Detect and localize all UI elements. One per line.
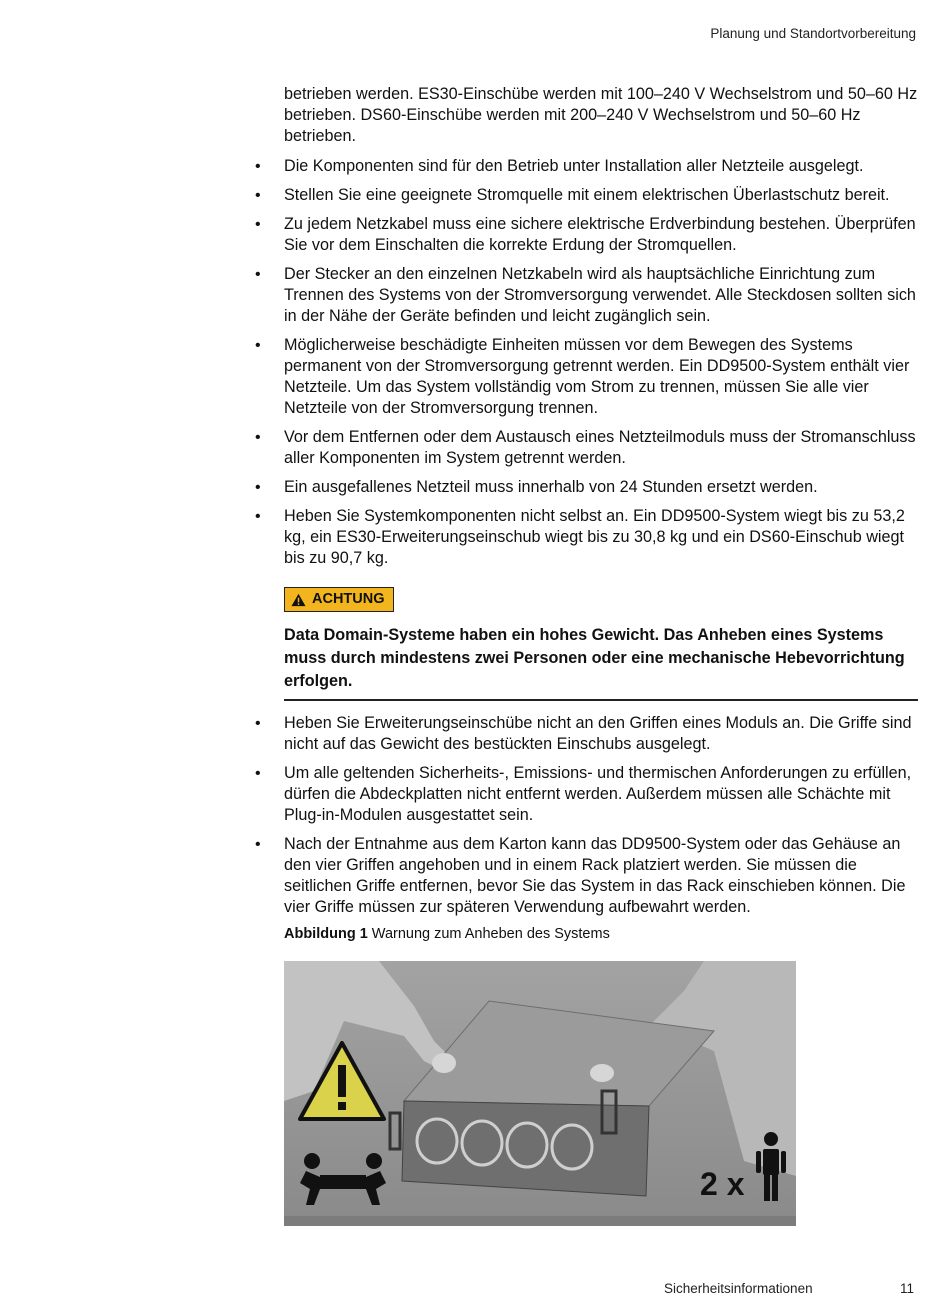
running-header: Planung und Standortvorbereitung bbox=[710, 26, 916, 41]
list-item: • Ein ausgefallenes Netzteil muss innerhalb von 24 Stunden ersetzt werden. bbox=[284, 477, 918, 498]
lift-warning-figure bbox=[284, 961, 796, 1226]
caution-label: ACHTUNG bbox=[312, 591, 385, 607]
caution-box bbox=[284, 587, 918, 701]
bullet-list-power bbox=[284, 156, 918, 569]
bullet-list-handling bbox=[284, 713, 918, 918]
figure-caption bbox=[284, 924, 918, 945]
list-item: • Nach der Entnahme aus dem Karton kann das DD9500-System oder das Gehäuse an den vier Griffen angehoben und in einem Rack platziert werden. Sie müssen die seitlichen Griffe entfernen, bevor Sie das System in das Rack einschieben können. Die vier Griffe müssen zur späteren Verwendung aufbewahrt werden. bbox=[284, 834, 918, 918]
lift-warning-illustration bbox=[284, 961, 796, 1226]
main-content bbox=[284, 84, 918, 945]
list-item: • Die Komponenten sind für den Betrieb unter Installation aller Netzteile ausgelegt. bbox=[284, 156, 918, 177]
warning-triangle-icon bbox=[291, 593, 306, 607]
page-number: 11 bbox=[899, 1281, 914, 1296]
list-item: • Vor dem Entfernen oder dem Austausch eines Netzteilmoduls muss der Stromanschluss aller Komponenten im System getrennt werden. bbox=[284, 427, 918, 469]
caution-badge bbox=[284, 587, 394, 612]
list-item: • Zu jedem Netzkabel muss eine sichere elektrische Erdverbindung bestehen. Überprüfen Sie vor dem Einschalten die korrekte Erdung der Stromquellen. bbox=[284, 214, 918, 256]
list-item: • Heben Sie Erweiterungseinschübe nicht an den Griffen eines Moduls an. Die Griffe sind nicht auf das Gewicht des bestückten Einschubs ausgelegt. bbox=[284, 713, 918, 755]
caution-text: Data Domain-Systeme haben ein hohes Gewicht. Das Anheben eines Systems muss durch mindestens zwei Personen oder eine mechanische Hebevorrichtung erfolgen. bbox=[284, 624, 918, 701]
list-item: • Um alle geltenden Sicherheits-, Emissions- und thermischen Anforderungen zu erfüllen, dürfen die Abdeckplatten nicht entfernt werden. Außerdem müssen alle Schächte mit Plug-in-Modulen ausgestattet sein. bbox=[284, 763, 918, 826]
list-item: • Heben Sie Systemkomponenten nicht selbst an. Ein DD9500-System wiegt bis zu 53,2 kg, ein ES30-Erweiterungseinschub wiegt bis zu 30,8 kg und ein DS60-Einschub wiegt bis zu 90,7 kg. bbox=[284, 506, 918, 569]
lead-paragraph: betrieben werden. ES30-Einschübe werden mit 100–240 V Wechselstrom und 50–60 Hz betrieben. DS60-Einschübe werden mit 200–240 V Wechselstrom und 50–60 Hz betrieben. bbox=[284, 85, 918, 145]
list-item: • Der Stecker an den einzelnen Netzkabeln wird als hauptsächliche Einrichtung zum Trennen des Systems von der Stromversorgung verwendet. Alle Steckdosen sollten sich in der Nähe der Geräte befinden und leicht zugänglich sein. bbox=[284, 264, 918, 327]
people-count-label: 2 x bbox=[700, 1166, 745, 1202]
figure-caption-text: Warnung zum Anheben des Systems bbox=[371, 925, 610, 942]
list-item: • Möglicherweise beschädigte Einheiten müssen vor dem Bewegen des Systems permanent von der Stromversorgung getrennt werden. Ein DD9500-System enthält vier Netzteile. Um das System vollständig vom Strom zu trennen, müssen Sie alle vier Netzteile von der Stromversorgung trennen. bbox=[284, 335, 918, 419]
figure-label: Abbildung 1 bbox=[284, 925, 368, 942]
list-item: • Stellen Sie eine geeignete Stromquelle mit einem elektrischen Überlastschutz bereit. bbox=[284, 185, 918, 206]
footer-section-title: Sicherheitsinformationen bbox=[664, 1281, 813, 1296]
